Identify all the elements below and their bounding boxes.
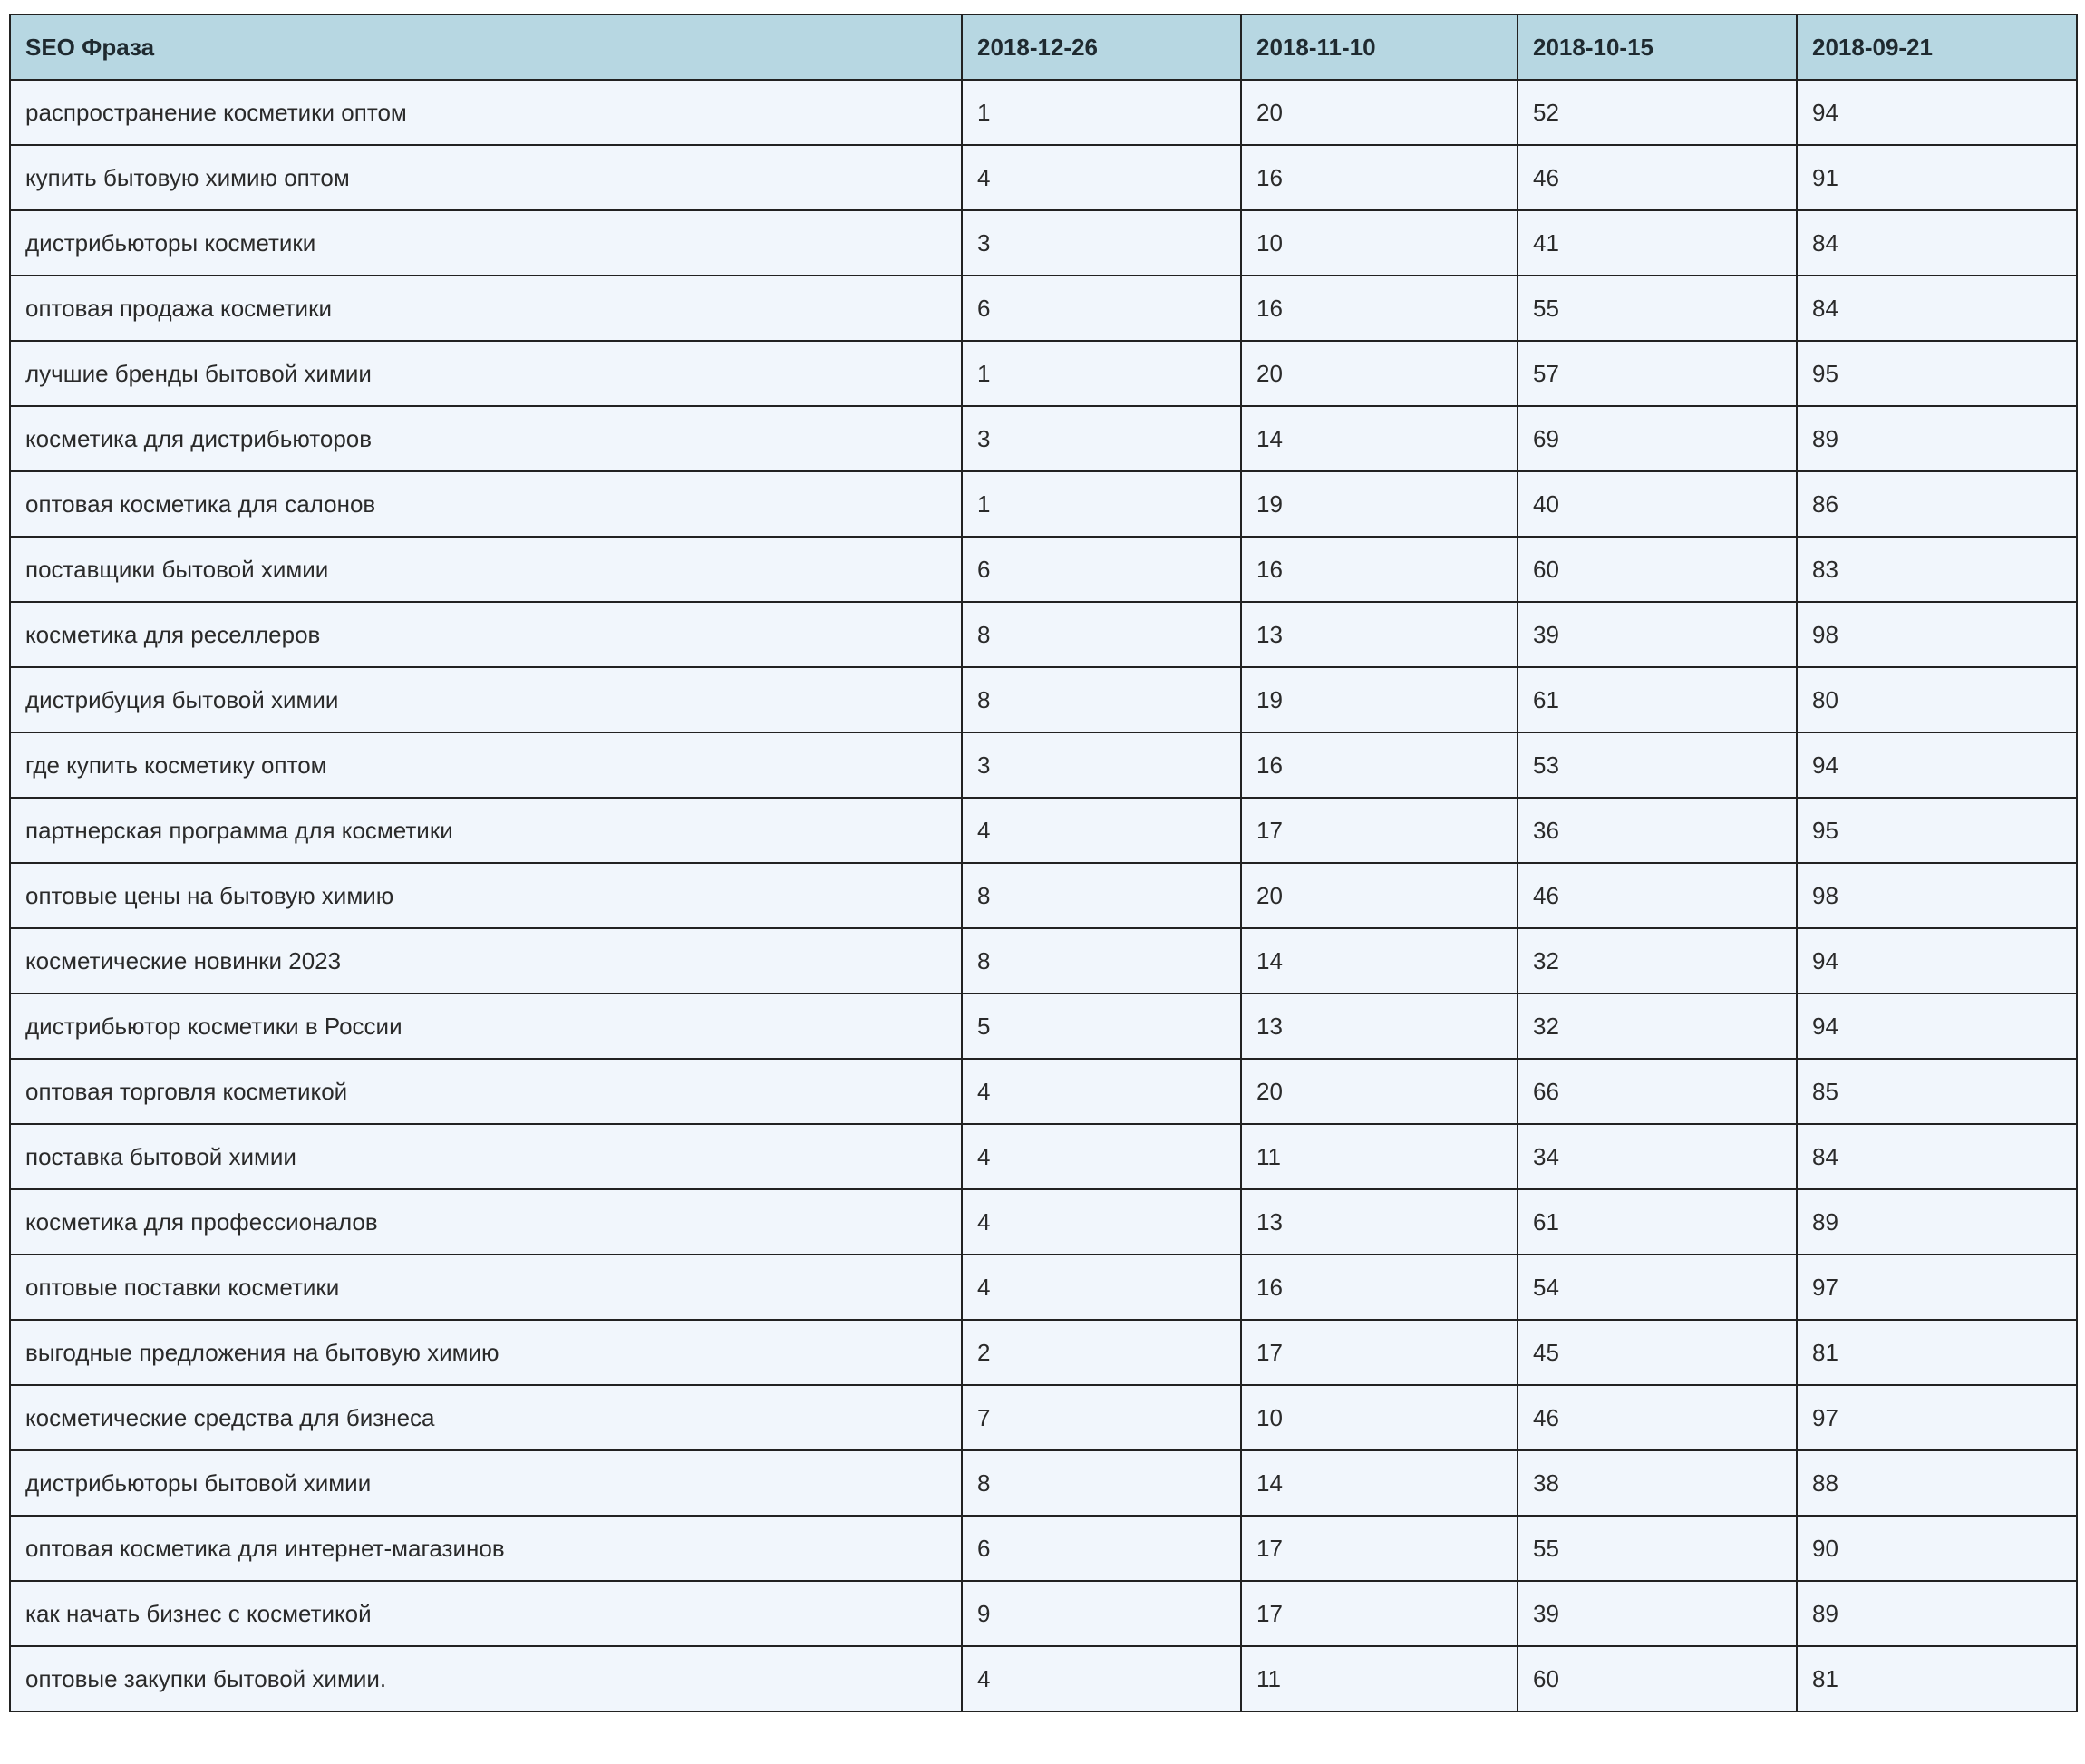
position-cell-3: 46 [1518,863,1797,928]
position-cell-1: 1 [962,471,1241,537]
table-row [10,993,2077,1059]
position-cell-3: 66 [1518,1059,1797,1124]
table-header [10,15,2077,80]
table-row [10,210,2077,276]
position-cell-1: 4 [962,1059,1241,1124]
position-cell-2: 19 [1241,471,1518,537]
position-cell-4: 88 [1797,1450,2077,1516]
seo-phrase-cell: оптовые поставки косметики [10,1255,962,1320]
position-cell-1: 7 [962,1385,1241,1450]
seo-phrase-cell: распространение косметики оптом [10,80,962,145]
position-cell-2: 19 [1241,667,1518,732]
position-cell-1: 3 [962,406,1241,471]
table-row [10,1059,2077,1124]
table-row [10,798,2077,863]
position-cell-3: 61 [1518,667,1797,732]
table-row [10,1189,2077,1255]
seo-phrase-cell: оптовая продажа косметики [10,276,962,341]
seo-phrase-cell: поставщики бытовой химии [10,537,962,602]
position-cell-1: 8 [962,928,1241,993]
position-cell-4: 95 [1797,798,2077,863]
position-cell-1: 4 [962,798,1241,863]
table-row [10,1646,2077,1711]
position-cell-3: 61 [1518,1189,1797,1255]
position-cell-3: 57 [1518,341,1797,406]
table-row [10,732,2077,798]
position-cell-3: 55 [1518,1516,1797,1581]
position-cell-1: 2 [962,1320,1241,1385]
position-cell-3: 52 [1518,80,1797,145]
position-cell-1: 8 [962,602,1241,667]
table-row [10,1516,2077,1581]
position-cell-2: 17 [1241,1581,1518,1646]
seo-phrase-cell: партнерская программа для косметики [10,798,962,863]
position-cell-3: 60 [1518,1646,1797,1711]
position-cell-3: 32 [1518,993,1797,1059]
table-row [10,863,2077,928]
seo-phrase-cell: оптовая торговля косметикой [10,1059,962,1124]
position-cell-2: 13 [1241,1189,1518,1255]
table-row [10,928,2077,993]
position-cell-2: 10 [1241,210,1518,276]
position-cell-3: 34 [1518,1124,1797,1189]
seo-phrase-cell: оптовая косметика для салонов [10,471,962,537]
position-cell-1: 8 [962,1450,1241,1516]
table-row [10,667,2077,732]
position-cell-3: 55 [1518,276,1797,341]
seo-phrase-cell: дистрибьютор косметики в России [10,993,962,1059]
position-cell-4: 80 [1797,667,2077,732]
position-cell-2: 13 [1241,602,1518,667]
position-cell-3: 39 [1518,1581,1797,1646]
seo-phrase-cell: поставка бытовой химии [10,1124,962,1189]
position-cell-4: 94 [1797,732,2077,798]
position-cell-4: 81 [1797,1320,2077,1385]
seo-phrase-cell: оптовые цены на бытовую химию [10,863,962,928]
seo-phrase-cell: лучшие бренды бытовой химии [10,341,962,406]
position-cell-2: 16 [1241,276,1518,341]
seo-phrase-cell: косметика для профессионалов [10,1189,962,1255]
position-cell-4: 90 [1797,1516,2077,1581]
position-cell-2: 11 [1241,1646,1518,1711]
position-cell-4: 94 [1797,80,2077,145]
position-cell-1: 4 [962,1255,1241,1320]
position-cell-4: 85 [1797,1059,2077,1124]
position-cell-4: 95 [1797,341,2077,406]
position-cell-2: 16 [1241,537,1518,602]
position-cell-1: 8 [962,667,1241,732]
position-cell-4: 84 [1797,210,2077,276]
seo-phrase-cell: дистрибьюторы косметики [10,210,962,276]
position-cell-2: 20 [1241,80,1518,145]
position-cell-1: 9 [962,1581,1241,1646]
table-row [10,1320,2077,1385]
position-cell-4: 81 [1797,1646,2077,1711]
position-cell-3: 60 [1518,537,1797,602]
seo-phrase-cell: дистрибуция бытовой химии [10,667,962,732]
position-cell-2: 14 [1241,406,1518,471]
position-cell-3: 46 [1518,1385,1797,1450]
position-cell-4: 98 [1797,602,2077,667]
position-cell-4: 84 [1797,1124,2077,1189]
position-cell-3: 46 [1518,145,1797,210]
header-date-3[interactable]: 2018-10-15 [1518,15,1797,80]
position-cell-2: 10 [1241,1385,1518,1450]
table-row [10,1255,2077,1320]
table-row [10,276,2077,341]
header-date-2[interactable]: 2018-11-10 [1241,15,1518,80]
seo-phrase-cell: выгодные предложения на бытовую химию [10,1320,962,1385]
position-cell-4: 89 [1797,406,2077,471]
position-cell-1: 4 [962,1646,1241,1711]
position-cell-2: 13 [1241,993,1518,1059]
position-cell-2: 17 [1241,798,1518,863]
position-cell-1: 5 [962,993,1241,1059]
position-cell-4: 83 [1797,537,2077,602]
position-cell-3: 40 [1518,471,1797,537]
position-cell-4: 94 [1797,993,2077,1059]
table-row [10,537,2077,602]
position-cell-1: 8 [962,863,1241,928]
table-row [10,1124,2077,1189]
position-cell-1: 1 [962,341,1241,406]
position-cell-4: 94 [1797,928,2077,993]
table-row [10,1450,2077,1516]
position-cell-1: 4 [962,1189,1241,1255]
position-cell-4: 89 [1797,1189,2077,1255]
position-cell-3: 39 [1518,602,1797,667]
position-cell-1: 6 [962,1516,1241,1581]
position-cell-1: 4 [962,1124,1241,1189]
position-cell-2: 16 [1241,732,1518,798]
position-cell-1: 1 [962,80,1241,145]
seo-positions-table [9,14,2078,1712]
table-row [10,471,2077,537]
position-cell-4: 84 [1797,276,2077,341]
position-cell-3: 41 [1518,210,1797,276]
position-cell-4: 86 [1797,471,2077,537]
position-cell-2: 14 [1241,928,1518,993]
seo-phrase-cell: оптовая косметика для интернет-магазинов [10,1516,962,1581]
header-date-4[interactable]: 2018-09-21 [1797,15,2077,80]
position-cell-2: 11 [1241,1124,1518,1189]
seo-phrase-cell: косметические средства для бизнеса [10,1385,962,1450]
seo-phrase-cell: косметика для реселлеров [10,602,962,667]
position-cell-4: 89 [1797,1581,2077,1646]
position-cell-3: 38 [1518,1450,1797,1516]
position-cell-1: 4 [962,145,1241,210]
seo-phrase-cell: дистрибьюторы бытовой химии [10,1450,962,1516]
header-date-1[interactable]: 2018-12-26 [962,15,1241,80]
table-row [10,341,2077,406]
position-cell-1: 3 [962,732,1241,798]
position-cell-4: 98 [1797,863,2077,928]
position-cell-2: 14 [1241,1450,1518,1516]
position-cell-3: 32 [1518,928,1797,993]
position-cell-3: 53 [1518,732,1797,798]
seo-phrase-cell: косметика для дистрибьюторов [10,406,962,471]
seo-phrase-cell: как начать бизнес с косметикой [10,1581,962,1646]
table-body [10,80,2077,1711]
position-cell-1: 3 [962,210,1241,276]
position-cell-2: 20 [1241,341,1518,406]
position-cell-2: 17 [1241,1516,1518,1581]
position-cell-2: 20 [1241,863,1518,928]
table-row [10,1581,2077,1646]
table-row [10,80,2077,145]
position-cell-4: 97 [1797,1385,2077,1450]
position-cell-2: 20 [1241,1059,1518,1124]
seo-table-container [9,14,2076,1712]
seo-phrase-cell: оптовые закупки бытовой химии. [10,1646,962,1711]
position-cell-2: 16 [1241,1255,1518,1320]
table-row [10,602,2077,667]
table-row [10,145,2077,210]
header-seo-phrase[interactable]: SEO Фраза [10,15,962,80]
table-row [10,406,2077,471]
position-cell-1: 6 [962,276,1241,341]
seo-phrase-cell: купить бытовую химию оптом [10,145,962,210]
position-cell-4: 97 [1797,1255,2077,1320]
position-cell-2: 16 [1241,145,1518,210]
position-cell-3: 69 [1518,406,1797,471]
position-cell-3: 54 [1518,1255,1797,1320]
seo-phrase-cell: где купить косметику оптом [10,732,962,798]
position-cell-4: 91 [1797,145,2077,210]
position-cell-3: 45 [1518,1320,1797,1385]
seo-phrase-cell: косметические новинки 2023 [10,928,962,993]
position-cell-3: 36 [1518,798,1797,863]
header-row [10,15,2077,80]
position-cell-2: 17 [1241,1320,1518,1385]
table-row [10,1385,2077,1450]
position-cell-1: 6 [962,537,1241,602]
